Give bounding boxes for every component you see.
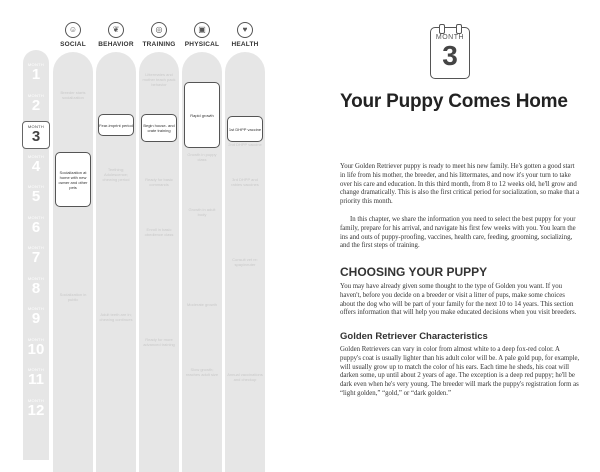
development-chart-page [0,0,300,450]
milestone-cell: 3rd DHPP and rabies vaccines [231,177,259,187]
month-word: MONTH [27,214,45,220]
column-title: HEALTH [231,41,259,48]
month-number: 9 [31,310,41,327]
month-marker [23,335,49,361]
month-number: 11 [28,371,44,388]
month-marker [23,182,49,208]
column-track [96,52,136,472]
month-word: MONTH [27,92,45,98]
month-word: MONTH [27,153,45,159]
month-number: 1 [31,66,41,83]
month-marker [23,213,49,239]
milestone-cell-current: Rapid growth [184,82,220,148]
column-title: BEHAVIOR [98,41,134,48]
month-number: 4 [31,157,41,175]
paw-icon: ❦ [108,22,124,38]
chapter-title: Your Puppy Comes Home [340,91,568,112]
column-header [53,22,93,48]
milestone-cell: Littermates and mother teach pack behavior [142,72,176,87]
milestone-cell: Annual vaccinations and checkup [227,372,263,382]
month-word: MONTH [27,367,45,372]
milestone-cell: Ready for basic commands [145,177,173,187]
heart-icon: ♥ [237,22,253,38]
month-marker [23,91,49,117]
section-heading: CHOOSING YOUR PUPPY [340,265,488,279]
month-number: 8 [31,279,41,297]
milestone-cell: Adult teeth are in; chewing continues [99,312,133,322]
collar-icon: ◎ [151,22,167,38]
milestone-cell: Ready for more advanced training [143,337,175,347]
milestone-cell: Socialization in public [59,292,87,302]
milestone-cell-current: Fear-imprint period [98,114,134,136]
milestone-cell: Consult vet re: spay/neuter [232,257,258,267]
column-track [182,52,222,472]
calendar-ring-icon [439,24,445,34]
month-number: 5 [31,188,41,205]
chapter-page [300,0,600,450]
month-marker [23,396,49,422]
month-rail [23,50,49,460]
column-track [225,52,265,472]
calendar-badge [430,27,470,79]
month-number: 3 [31,128,41,145]
month-word: MONTH [27,397,45,403]
month-marker [23,243,49,269]
month-number: 2 [31,96,41,114]
column-track [139,52,179,472]
month-marker [23,60,49,86]
people-icon: ☺ [65,22,81,38]
milestone-cell-current: Begin house- and crate training [141,114,177,142]
month-word: MONTH [27,275,45,281]
milestone-cell: Growth in adult body [188,207,216,217]
intro-paragraph: In this chapter, we share the information you need to select the best puppy for your family, prepare for his arrival, and navigate his first few weeks with you. You learn the ins and outs of puppy-proofing, vaccines, health care, feeding, grooming, socializing, and the first steps of training. [340,216,576,250]
sub-paragraph: Golden Retrievers can vary in color from almost white to a deep fox-red color. A puppy's coat is usually lighter than his adult color will be. A pale gold pup, for example, will usually grow up to match the color of his ears. Each time he sheds, his coat will darken some, up until about 2 years of age. The exception is a deep red puppy; he'll be dark even when he's very young. The breeder will mark the puppy's registration form as “light golden,” “gold,” or “dark golden.” [340,346,580,397]
month-marker [23,304,49,330]
milestone-cell: Teething; Adolescence; chewing period [102,167,130,182]
section-paragraph: You may have already given some thought to the type of Golden you want. If you haven't, before you decide on a breeder or visit a litter of pups, make some choices about the dog who will be part of your family for the next 10 to 14 years. This section offers information that will help you make educated decisions when you visit breeders. [340,283,577,317]
calendar-ring-icon [456,24,462,34]
month-number: 12 [27,401,45,419]
badge-month-label: MONTH [435,34,465,41]
column-header [96,22,136,48]
month-word: MONTH [27,245,45,250]
month-word: MONTH [27,184,45,189]
milestone-cell-current: Socialization at home with new owner and other pets [55,152,91,207]
chart-column-health [225,22,265,462]
column-title: PHYSICAL [184,41,220,48]
milestone-cell: Breeder starts socialization [60,90,86,100]
column-title: TRAINING [142,41,176,48]
column-header [139,22,179,48]
month-number: 6 [31,218,41,236]
intro-paragraph: Your Golden Retriever puppy is ready to meet his new family. He's gotten a good start in life from his mother, the breeder, and his littermates, and now it's your turn to take over his care and education. In this third month, from 8 to 12 weeks old, he'll grow and change dramatically. This is also the first critical period for socialization, so make that a priority this month. [340,163,580,206]
month-number: 10 [27,340,45,358]
milestone-cell: Growth in puppy class [187,152,217,162]
chart-column-physical [182,22,222,462]
milestone-cell-current: 1st DHPP vaccine [227,116,263,142]
badge-month-number: 3 [442,40,458,71]
chart-column-social [53,22,93,462]
milestone-cell: 2nd DHPP vaccine [228,142,262,147]
month-word: MONTH [27,124,45,129]
month-marker [22,121,50,149]
column-header [182,22,222,48]
column-header [225,22,265,48]
month-number: 7 [31,249,41,266]
month-word: MONTH [27,62,45,67]
chart-column-behavior [96,22,136,462]
month-word: MONTH [27,306,45,311]
month-marker [23,274,49,300]
column-track [53,52,93,472]
month-marker [23,152,49,178]
milestone-cell: Slow growth; reaches adult size [185,367,219,377]
milestone-cell: Moderate growth [186,302,217,307]
month-marker [23,365,49,391]
sub-heading: Golden Retriever Characteristics [340,331,488,342]
column-title: SOCIAL [60,41,86,48]
chart-column-training [139,22,179,462]
month-word: MONTH [27,336,45,342]
milestone-cell: Enroll in basic obedience class [144,227,174,237]
scale-icon: ▣ [194,22,210,38]
